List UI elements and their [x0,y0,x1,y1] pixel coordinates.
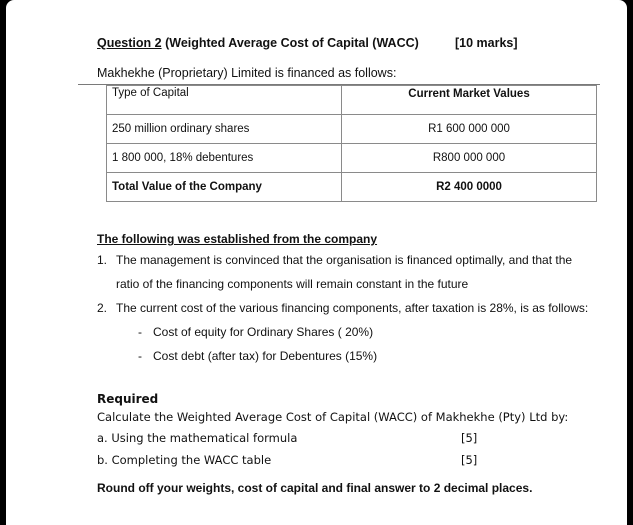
list-number: 1. [97,253,108,267]
question-marks: [10 marks] [455,36,518,50]
table-row [107,144,597,173]
question-title: (Weighted Average Cost of Capital (WACC) [165,36,419,50]
table-header-row [107,86,597,115]
market-value-cell: R800 000 000 [342,144,597,173]
intro-text: Makhekhe (Proprietary) Limited is financed as follows: [97,66,397,80]
cost-text: Cost of equity for Ordinary Shares ( 20%) [153,325,374,339]
required-title: Required [97,392,159,406]
document-page [6,0,627,525]
question-number: Question 2 [97,36,162,50]
list-text: The current cost of the various financing components, after taxation is 28%, is as follows: [116,301,589,315]
cost-text: Cost debt (after tax) for Debentures (15%) [153,349,378,363]
list-item [116,320,592,344]
required-instruction: Calculate the Weighted Average Cost of Capital (WACC) of Makhekhe (Pty) Ltd by: [97,410,569,424]
part-marks: [5] [461,431,478,445]
dash-bullet: - [138,325,142,339]
header-type-of-capital: Type of Capital [107,86,342,115]
list-number: 2. [97,301,108,315]
list-item [116,344,592,368]
rounding-note: Round off your weights, cost of capital and final answer to 2 decimal places. [97,481,533,495]
findings-title: The following was established from the company [97,232,378,246]
part-text: a. Using the mathematical formula [97,431,298,445]
cost-list [116,320,592,368]
header-current-market-values: Current Market Values [342,86,597,115]
dash-bullet: - [138,349,142,363]
total-label-cell: Total Value of the Company [107,173,342,202]
capital-type-cell: 1 800 000, 18% debentures [107,144,342,173]
list-item [97,296,592,368]
required-part-b [97,453,478,467]
total-value-cell: R2 400 0000 [342,173,597,202]
findings-list [97,248,592,368]
list-text: The management is convinced that the organisation is financed optimally, and that the ratio of the financing components will remain constant in the future [116,253,573,291]
table-row [107,115,597,144]
part-marks: [5] [461,453,478,467]
market-value-cell: R1 600 000 000 [342,115,597,144]
required-part-a [97,431,478,445]
table-total-row [107,173,597,202]
capital-table [106,85,597,202]
part-text: b. Completing the WACC table [97,453,272,467]
question-heading [97,36,518,50]
list-item [97,248,592,296]
capital-type-cell: 250 million ordinary shares [107,115,342,144]
